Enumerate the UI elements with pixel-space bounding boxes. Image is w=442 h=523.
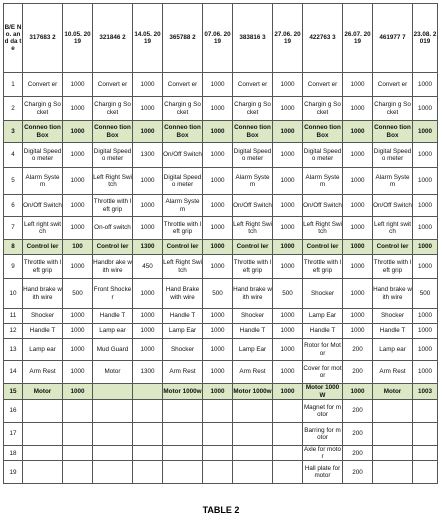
row-number-cell: 7	[4, 217, 23, 240]
quantity-cell: 1000	[203, 217, 233, 240]
header-cell: 27.06. 2019	[273, 4, 303, 73]
table-row	[4, 361, 438, 384]
item-cell: Left right switch	[23, 217, 63, 240]
quantity-cell: 1000	[203, 73, 233, 97]
quantity-cell: 1000	[203, 168, 233, 195]
header-cell-bill-of-entry: B/E N o. an d da te	[4, 4, 23, 73]
table-caption: TABLE 2	[202, 505, 240, 515]
quantity-cell: 1000	[413, 309, 438, 324]
quantity-cell	[133, 423, 163, 446]
quantity-cell: 1000	[273, 217, 303, 240]
item-cell: Front Shocker	[93, 279, 133, 309]
quantity-cell	[203, 400, 233, 423]
table-row	[4, 423, 438, 446]
item-cell: Arm Rest	[23, 361, 63, 384]
quantity-cell	[273, 423, 303, 446]
item-cell: Convert er	[303, 73, 343, 97]
quantity-cell: 1000	[133, 324, 163, 339]
item-cell	[23, 423, 63, 446]
item-cell: Alarm System	[233, 168, 273, 195]
row-number-cell: 11	[4, 309, 23, 324]
item-cell: Conneo tion Box	[233, 121, 273, 143]
table-row	[4, 97, 438, 121]
quantity-cell: 1000	[133, 339, 163, 361]
item-cell: Hall plate for motor	[303, 461, 343, 484]
row-number-cell: 10	[4, 279, 23, 309]
quantity-cell: 1000	[343, 217, 373, 240]
item-cell: Conneo tion Box	[23, 121, 63, 143]
table-row	[4, 143, 438, 168]
item-cell: Hand brake with wire	[23, 279, 63, 309]
item-cell: Digital Speedo meter	[23, 143, 63, 168]
quantity-cell: 1000	[273, 339, 303, 361]
quantity-cell: 500	[203, 279, 233, 309]
table-row	[4, 324, 438, 339]
item-cell: Chargin g Socket	[93, 97, 133, 121]
item-cell: Convert er	[373, 73, 413, 97]
row-number-cell: 5	[4, 168, 23, 195]
item-cell: Motor	[93, 361, 133, 384]
item-cell: Alarm System	[163, 195, 203, 217]
item-cell: Conneo tion Box	[303, 121, 343, 143]
quantity-cell: 1000	[133, 217, 163, 240]
item-cell: Motor 1000w	[163, 384, 203, 400]
row-number-cell: 1	[4, 73, 23, 97]
item-cell	[23, 446, 63, 461]
quantity-cell: 1000	[343, 195, 373, 217]
quantity-cell: 200	[343, 361, 373, 384]
item-cell	[233, 446, 273, 461]
quantity-cell: 1300	[133, 143, 163, 168]
item-cell	[163, 461, 203, 484]
quantity-cell: 1000	[273, 97, 303, 121]
quantity-cell	[273, 400, 303, 423]
quantity-cell: 1000	[273, 195, 303, 217]
row-number-cell: 2	[4, 97, 23, 121]
table-row	[4, 384, 438, 400]
quantity-cell: 1000	[63, 309, 93, 324]
item-cell: Lamp Ear	[163, 324, 203, 339]
quantity-cell: 1000	[413, 324, 438, 339]
quantity-cell: 1000	[203, 361, 233, 384]
quantity-cell: 1000	[273, 361, 303, 384]
quantity-cell: 500	[273, 279, 303, 309]
item-cell	[23, 461, 63, 484]
item-cell: Chargin g Socket	[163, 97, 203, 121]
quantity-cell: 1000	[413, 73, 438, 97]
quantity-cell: 1000	[343, 384, 373, 400]
item-cell	[93, 461, 133, 484]
quantity-cell: 1000	[413, 339, 438, 361]
row-number-cell: 4	[4, 143, 23, 168]
quantity-cell: 1000	[413, 217, 438, 240]
item-cell: Throttle with left grip	[303, 255, 343, 279]
quantity-cell: 1000	[413, 143, 438, 168]
quantity-cell	[63, 446, 93, 461]
row-number-cell: 3	[4, 121, 23, 143]
item-cell: Arm Rest	[373, 361, 413, 384]
table-row	[4, 255, 438, 279]
item-cell: Chargin g Socket	[373, 97, 413, 121]
quantity-cell: 200	[343, 339, 373, 361]
quantity-cell	[203, 446, 233, 461]
quantity-cell	[63, 461, 93, 484]
item-cell: Control ler	[23, 240, 63, 255]
item-cell: Magnet for motor	[303, 400, 343, 423]
item-cell	[373, 423, 413, 446]
item-cell: On-off switch	[93, 217, 133, 240]
item-cell: Digital Speedo meter	[93, 143, 133, 168]
item-cell: Chargin g Socket	[303, 97, 343, 121]
quantity-cell: 1000	[273, 168, 303, 195]
quantity-cell: 1000	[413, 168, 438, 195]
item-cell: Digital Speedo meter	[163, 168, 203, 195]
quantity-cell: 1000	[343, 73, 373, 97]
quantity-cell	[203, 423, 233, 446]
quantity-cell: 100	[63, 240, 93, 255]
table-row	[4, 279, 438, 309]
item-cell: Throttle with left grip	[233, 255, 273, 279]
item-cell: Lamp Ear	[233, 339, 273, 361]
quantity-cell: 450	[133, 255, 163, 279]
quantity-cell: 1000	[413, 97, 438, 121]
item-cell	[93, 446, 133, 461]
item-cell: Throttle with left grip	[23, 255, 63, 279]
header-cell: 10.05. 2019	[63, 4, 93, 73]
quantity-cell: 1000	[133, 195, 163, 217]
table-row	[4, 400, 438, 423]
item-cell: Hand brake with wire	[373, 279, 413, 309]
item-cell: Rotor for Motor	[303, 339, 343, 361]
quantity-cell: 1003	[413, 384, 438, 400]
item-cell: Mud Guard	[93, 339, 133, 361]
item-cell: Shocker	[233, 309, 273, 324]
quantity-cell	[273, 446, 303, 461]
item-cell: Conneo tion Box	[93, 121, 133, 143]
header-cell: 422763 3	[303, 4, 343, 73]
item-cell: Alarm System	[373, 168, 413, 195]
item-cell: Handle T	[373, 324, 413, 339]
row-number-cell: 9	[4, 255, 23, 279]
item-cell: Handle T	[23, 324, 63, 339]
row-number-cell: 15	[4, 384, 23, 400]
item-cell: On/Off Switch	[23, 195, 63, 217]
quantity-cell: 1000	[203, 309, 233, 324]
quantity-cell: 1000	[63, 121, 93, 143]
item-cell	[93, 384, 133, 400]
item-cell: On/Off Switch	[233, 195, 273, 217]
quantity-cell: 1000	[203, 121, 233, 143]
item-cell: Lamp ear	[23, 339, 63, 361]
item-cell: Left Right Switch	[233, 217, 273, 240]
quantity-cell: 1000	[343, 309, 373, 324]
quantity-cell: 1000	[273, 309, 303, 324]
item-cell	[233, 461, 273, 484]
item-cell: Hand Brake with wire	[163, 279, 203, 309]
item-cell: Shocker	[373, 309, 413, 324]
row-number-cell: 13	[4, 339, 23, 361]
quantity-cell: 1000	[203, 143, 233, 168]
item-cell: Handle T	[303, 324, 343, 339]
header-cell: 23.08. 2019	[413, 4, 438, 73]
quantity-cell: 1000	[273, 384, 303, 400]
quantity-cell: 1000	[203, 324, 233, 339]
item-cell: Control ler	[303, 240, 343, 255]
table-row	[4, 461, 438, 484]
item-cell: Arm Rest	[233, 361, 273, 384]
quantity-cell	[273, 461, 303, 484]
item-cell: Throttle with left grip	[163, 217, 203, 240]
header-cell: 26.07. 2019	[343, 4, 373, 73]
item-cell	[163, 446, 203, 461]
data-table	[3, 3, 438, 484]
quantity-cell: 1000	[343, 97, 373, 121]
item-cell: Control ler	[233, 240, 273, 255]
quantity-cell: 1000	[203, 195, 233, 217]
quantity-cell: 1000	[273, 255, 303, 279]
quantity-cell: 1000	[133, 309, 163, 324]
row-number-cell: 18	[4, 446, 23, 461]
table-row	[4, 309, 438, 324]
quantity-cell: 1000	[413, 361, 438, 384]
quantity-cell: 1000	[133, 168, 163, 195]
table-row	[4, 339, 438, 361]
quantity-cell: 500	[63, 279, 93, 309]
item-cell: Hand brake with wire	[233, 279, 273, 309]
row-number-cell: 14	[4, 361, 23, 384]
item-cell: Throttle with left grip	[373, 255, 413, 279]
item-cell: Convert er	[93, 73, 133, 97]
quantity-cell	[63, 400, 93, 423]
item-cell: Left right switch	[373, 217, 413, 240]
item-cell: Handle T	[163, 309, 203, 324]
item-cell: Control ler	[373, 240, 413, 255]
item-cell: Axle for motor	[303, 446, 342, 461]
quantity-cell	[63, 423, 93, 446]
table-container	[3, 3, 437, 484]
item-cell: On/Off Switch	[303, 195, 343, 217]
table-row	[4, 168, 438, 195]
table-header-row	[4, 4, 438, 73]
header-cell: 07.06. 2019	[203, 4, 233, 73]
header-cell: 383816 3	[233, 4, 273, 73]
item-cell: Conneo tion Box	[163, 121, 203, 143]
item-cell: Digital Speedo meter	[233, 143, 273, 168]
quantity-cell: 1000	[413, 240, 438, 255]
quantity-cell: 1000	[63, 217, 93, 240]
quantity-cell: 1000	[63, 97, 93, 121]
quantity-cell: 1000	[203, 97, 233, 121]
quantity-cell: 1000	[273, 324, 303, 339]
quantity-cell: 1000	[273, 121, 303, 143]
item-cell: Convert er	[23, 73, 63, 97]
quantity-cell: 1000	[63, 384, 93, 400]
header-cell: 461977 7	[373, 4, 413, 73]
quantity-cell: 1000	[63, 143, 93, 168]
item-cell: Lamp ear	[93, 324, 133, 339]
item-cell: Control ler	[163, 240, 203, 255]
item-cell: Chargin g Socket	[23, 97, 63, 121]
item-cell: Shocker	[23, 309, 63, 324]
item-cell: Lamp ear	[373, 339, 413, 361]
item-cell: Shocker	[163, 339, 203, 361]
quantity-cell: 1000	[63, 195, 93, 217]
quantity-cell: 1000	[343, 121, 373, 143]
item-cell: Motor 1000W	[303, 384, 343, 400]
quantity-cell: 1000	[343, 143, 373, 168]
quantity-cell: 1300	[133, 361, 163, 384]
item-cell: Throttle with left grip	[93, 195, 133, 217]
quantity-cell: 1000	[273, 143, 303, 168]
item-cell: Handle T	[93, 309, 133, 324]
row-number-cell: 19	[4, 461, 23, 484]
row-number-cell: 12	[4, 324, 23, 339]
quantity-cell	[413, 461, 438, 484]
quantity-cell: 1000	[203, 339, 233, 361]
quantity-cell: 1000	[133, 97, 163, 121]
quantity-cell: 1000	[273, 240, 303, 255]
quantity-cell: 200	[343, 461, 373, 484]
quantity-cell: 1000	[413, 255, 438, 279]
table-row	[4, 73, 438, 97]
quantity-cell: 1000	[63, 255, 93, 279]
quantity-cell: 1000	[343, 324, 373, 339]
quantity-cell: 1000	[63, 324, 93, 339]
quantity-cell: 1000	[203, 384, 233, 400]
table-row	[4, 195, 438, 217]
item-cell	[93, 423, 133, 446]
item-cell: On/Off Switch	[163, 143, 203, 168]
item-cell: Convert er	[233, 73, 273, 97]
item-cell	[23, 400, 63, 423]
item-cell: Left Right Switch	[163, 255, 203, 279]
row-number-cell: 16	[4, 400, 23, 423]
item-cell: Motor 1000w	[233, 384, 273, 400]
quantity-cell	[413, 400, 438, 423]
quantity-cell: 1000	[63, 339, 93, 361]
row-number-cell: 17	[4, 423, 23, 446]
item-cell: Left Right Switch	[93, 168, 133, 195]
item-cell: Left Right Switch	[303, 217, 343, 240]
item-cell: Digital Speedo meter	[303, 143, 343, 168]
quantity-cell	[133, 400, 163, 423]
quantity-cell: 1000	[343, 168, 373, 195]
item-cell: Handle T	[233, 324, 273, 339]
quantity-cell	[133, 461, 163, 484]
quantity-cell: 1000	[133, 279, 163, 309]
header-cell: 321846 2	[93, 4, 133, 73]
item-cell: Motor	[23, 384, 63, 400]
item-cell: Control ler	[93, 240, 133, 255]
header-cell: 365788 2	[163, 4, 203, 73]
quantity-cell	[413, 423, 438, 446]
row-number-cell: 6	[4, 195, 23, 217]
quantity-cell	[413, 446, 438, 461]
quantity-cell: 1000	[343, 255, 373, 279]
item-cell: Cover for motor	[303, 361, 343, 384]
item-cell: Shocker	[303, 279, 343, 309]
quantity-cell: 1000	[203, 240, 233, 255]
quantity-cell: 1000	[63, 73, 93, 97]
item-cell: Barring for motor	[303, 423, 343, 446]
item-cell: Digital Speedo meter	[373, 143, 413, 168]
item-cell: Conneo tion Box	[373, 121, 413, 143]
quantity-cell: 1000	[413, 195, 438, 217]
quantity-cell: 200	[343, 400, 373, 423]
item-cell	[373, 400, 413, 423]
quantity-cell: 1000	[343, 279, 373, 309]
quantity-cell: 1000	[63, 361, 93, 384]
item-cell	[233, 423, 273, 446]
item-cell: Chargin g Socket	[233, 97, 273, 121]
quantity-cell: 1000	[273, 73, 303, 97]
quantity-cell	[133, 446, 163, 461]
item-cell: Motor	[373, 384, 413, 400]
item-cell	[163, 423, 203, 446]
item-cell	[373, 446, 413, 461]
item-cell: Alarm System	[303, 168, 343, 195]
quantity-cell	[203, 461, 233, 484]
quantity-cell: 1000	[203, 255, 233, 279]
quantity-cell: 200	[343, 446, 373, 461]
quantity-cell: 200	[343, 423, 373, 446]
table-row	[4, 121, 438, 143]
item-cell	[233, 400, 273, 423]
item-cell: Handbr ake with wire	[93, 255, 133, 279]
quantity-cell: 1000	[343, 240, 373, 255]
table-row	[4, 240, 438, 255]
item-cell	[93, 400, 133, 423]
table-row	[4, 446, 438, 461]
quantity-cell: 1300	[133, 240, 163, 255]
item-cell	[163, 400, 203, 423]
item-cell: Lamp Ear	[303, 309, 343, 324]
item-cell	[373, 461, 413, 484]
header-cell: 317683 2	[23, 4, 63, 73]
item-cell: On/Off Switch	[373, 195, 413, 217]
item-cell: Alarm System	[23, 168, 63, 195]
quantity-cell: 1000	[413, 121, 438, 143]
quantity-cell: 1000	[63, 168, 93, 195]
table-row	[4, 217, 438, 240]
quantity-cell: 1000	[133, 121, 163, 143]
item-cell: Arm Rest	[163, 361, 203, 384]
quantity-cell: 500	[413, 279, 438, 309]
quantity-cell: 1000	[133, 73, 163, 97]
item-cell: Convert er	[163, 73, 203, 97]
header-cell: 14.05. 2019	[133, 4, 163, 73]
row-number-cell: 8	[4, 240, 23, 255]
quantity-cell	[133, 384, 163, 400]
